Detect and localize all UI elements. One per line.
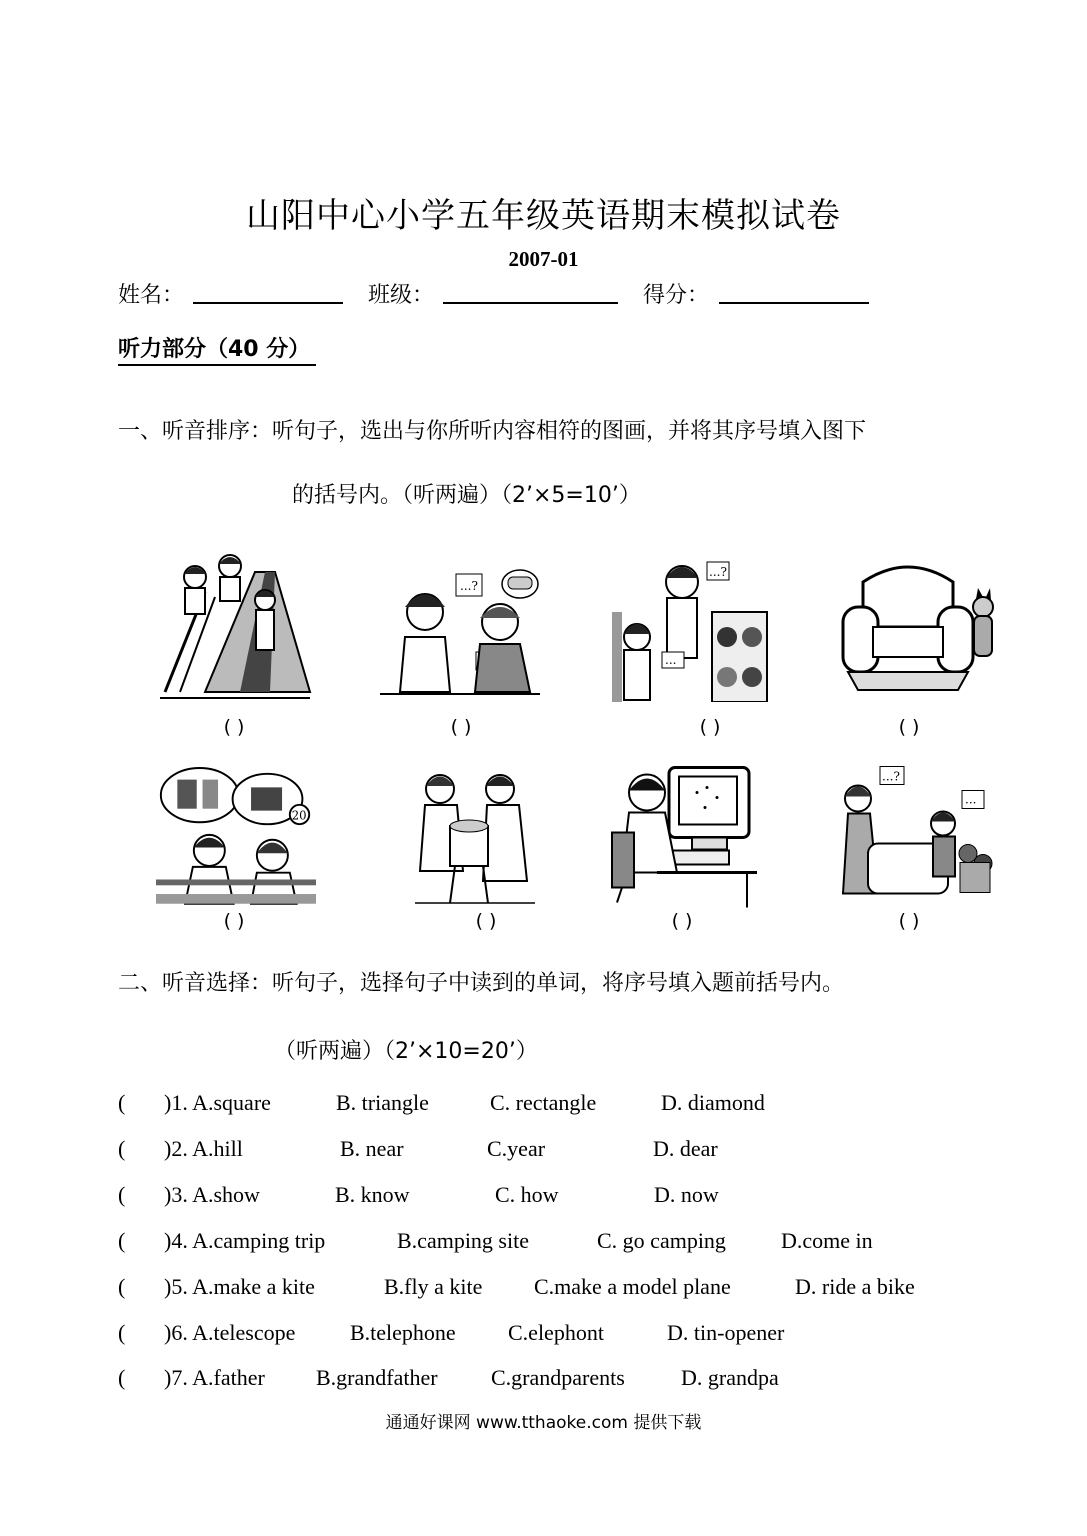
option-c: C. rectangle [490, 1090, 597, 1115]
option-d: D. diamond [661, 1090, 765, 1115]
option-d: D.come in [781, 1228, 873, 1253]
child-computer-picture-icon [607, 760, 767, 910]
answer-paren[interactable]: ( [118, 1274, 126, 1299]
answer-paren[interactable]: ( [118, 1090, 126, 1115]
speech-bubble-text: ... [665, 653, 677, 667]
part1-instruction-line2: 的括号内。（听两遍）（2’×5=10’） [292, 483, 641, 508]
answer-paren[interactable]: ( [118, 1320, 126, 1345]
answer-blank[interactable]: ( ) [898, 910, 920, 932]
sofa-cat-picture-icon [838, 552, 998, 702]
option-d: D. grandpa [681, 1365, 779, 1390]
slide-children-picture-icon [160, 552, 320, 702]
speech-bubble-text: 20 [291, 808, 307, 823]
option-a: )7. A.father [164, 1365, 265, 1390]
option-c: C.make a model plane [534, 1274, 731, 1299]
class-blank-line[interactable] [443, 302, 618, 304]
name-label: 姓名： [118, 283, 185, 308]
option-d: D. now [654, 1182, 719, 1207]
two-people-electronics-picture-icon [156, 756, 316, 906]
option-a: )2. A.hill [164, 1136, 243, 1161]
part2-instruction-line1: 二、听音选择：听句子，选择句子中读到的单词，将序号填入题前括号内。 [118, 971, 845, 996]
option-a: )6. A.telescope [164, 1320, 296, 1345]
answer-paren[interactable]: ( [118, 1365, 126, 1390]
option-d: D. dear [653, 1136, 718, 1161]
exam-date: 2007-01 [508, 247, 579, 271]
exam-title: 山阳中心小学五年级英语期末模拟试卷 [246, 196, 841, 236]
option-c: C.elephont [508, 1320, 604, 1345]
class-label: 班级： [368, 283, 435, 308]
answer-blank[interactable]: ( ) [475, 910, 497, 932]
answer-blank[interactable]: ( ) [223, 910, 245, 932]
option-a: )1. A.square [164, 1090, 271, 1115]
option-b: B.grandfather [316, 1365, 438, 1390]
option-a: )4. A.camping trip [164, 1228, 326, 1253]
name-blank-line[interactable] [193, 302, 343, 304]
option-c: C.grandparents [491, 1365, 625, 1390]
answer-paren[interactable]: ( [118, 1136, 126, 1161]
option-d: D. ride a bike [795, 1274, 915, 1299]
option-b: B.camping site [397, 1228, 529, 1253]
option-b: B.fly a kite [384, 1274, 483, 1299]
option-a: )3. A.show [164, 1182, 260, 1207]
teacher-students-pets-picture-icon [612, 552, 772, 702]
option-b: B. know [335, 1182, 410, 1207]
answer-blank[interactable]: ( ) [223, 716, 245, 738]
score-label: 得分： [643, 283, 710, 308]
speech-bubble-text: ... [965, 792, 977, 807]
option-d: D. tin-opener [667, 1320, 785, 1345]
answer-blank[interactable]: ( ) [699, 716, 721, 738]
part2-instruction-line2: （听两遍）（2’×10=20’） [274, 1039, 538, 1064]
answer-blank[interactable]: ( ) [671, 910, 693, 932]
page-footer: 通通好课网 www.tthaoke.com 提供下载 [385, 1413, 702, 1433]
speech-bubble-text: ...? [709, 565, 727, 579]
two-people-stove-picture-icon [395, 766, 555, 916]
answer-paren[interactable]: ( [118, 1182, 126, 1207]
answer-paren[interactable]: ( [118, 1228, 126, 1253]
speech-bubble-text: ...? [460, 579, 478, 593]
section-listening-heading: 听力部分（40 分） [118, 336, 316, 366]
option-b: B.telephone [350, 1320, 456, 1345]
option-c: C.year [487, 1136, 546, 1161]
part1-instruction-line1: 一、听音排序：听句子，选出与你所听内容相符的图画，并将其序号填入图下 [118, 419, 867, 444]
option-b: B. triangle [336, 1090, 429, 1115]
speech-bubble-text: ...? [882, 769, 900, 784]
two-people-talking-hamburger-picture-icon [380, 552, 540, 702]
answer-blank[interactable]: ( ) [450, 716, 472, 738]
score-blank-line[interactable] [719, 302, 869, 304]
answer-blank[interactable]: ( ) [898, 716, 920, 738]
option-c: C. how [495, 1182, 559, 1207]
option-c: C. go camping [597, 1228, 726, 1253]
mother-sofa-children-picture-icon [838, 756, 998, 906]
option-b: B. near [340, 1136, 404, 1161]
option-a: )5. A.make a kite [164, 1274, 315, 1299]
